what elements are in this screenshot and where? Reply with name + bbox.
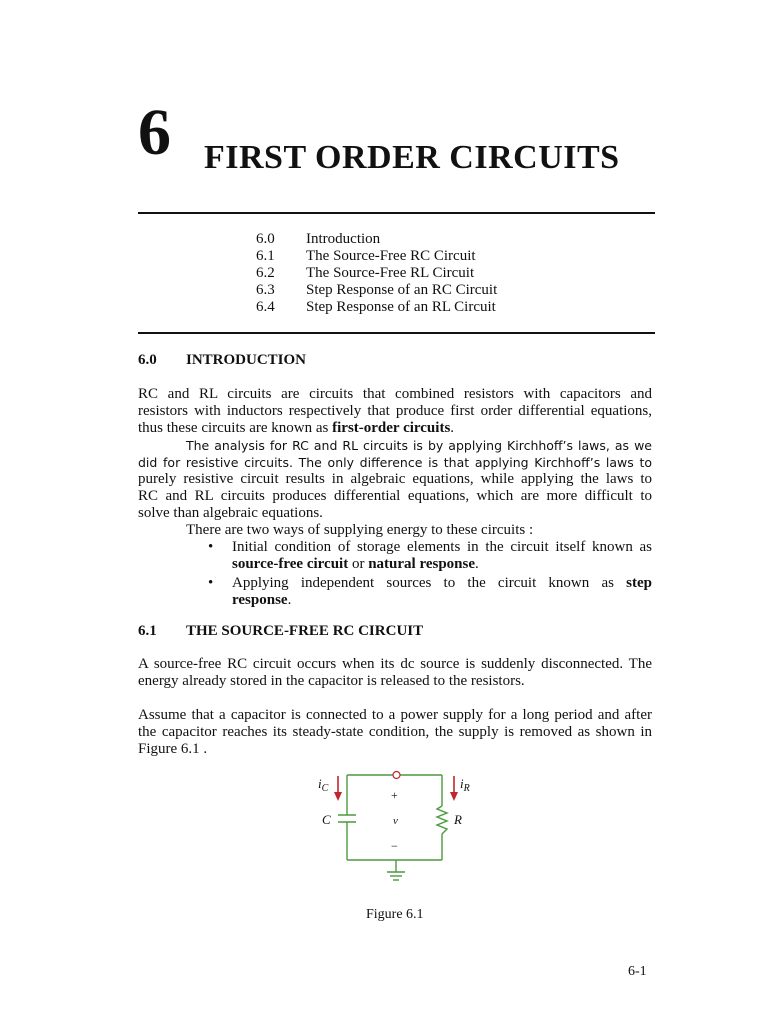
rc-paragraph-1 [138, 656, 652, 690]
toc-num: 6.1 [256, 248, 275, 264]
text-line: solve than algebraic equations. [138, 505, 323, 521]
toc-row [256, 231, 497, 248]
text-line: resistors with inductors respectively that produce first order differential equations, [138, 403, 652, 419]
bold-term: natural response [368, 556, 476, 572]
bold-term: response [232, 592, 288, 608]
chapter-title: FIRST ORDER CIRCUITS [204, 139, 620, 176]
text-line: Assume that a capacitor is connected to a power supply for a long period and after [138, 707, 652, 723]
text-span: thus these circuits are known as [138, 420, 333, 436]
text-line: RC and RL circuits produces differential equations, which are more difficult to [138, 488, 652, 504]
minus-sign: − [391, 839, 398, 853]
text-span: . [475, 556, 479, 572]
text-span: Applying independent sources to the circuit known as [232, 575, 627, 591]
text-span: . [450, 420, 455, 436]
top-rule [138, 212, 655, 214]
section-number: 6.0 [138, 352, 157, 368]
intro-paragraph-1 [138, 386, 652, 437]
toc-title: Step Response of an RL Circuit [306, 299, 496, 315]
capacitor-label: C [322, 812, 331, 827]
section-number: 6.1 [138, 623, 157, 639]
table-of-contents [256, 231, 497, 316]
page-number: 6-1 [628, 964, 647, 979]
voltage-label: v [393, 815, 398, 827]
toc-title: The Source-Free RC Circuit [306, 248, 476, 264]
text-span: or [348, 556, 369, 572]
toc-row [256, 299, 497, 316]
bottom-rule [138, 332, 655, 334]
section-heading-introduction [138, 352, 306, 369]
text-line: did for resistive circuits. The only difference is that applying Kirchhoff’s laws to [138, 455, 652, 470]
resistor-zigzag [437, 806, 447, 834]
toc-row [256, 248, 497, 265]
text-line: the capacitor reaches its steady-state condition, the supply is removed as shown in [138, 724, 652, 740]
figure-caption: Figure 6.1 [366, 907, 424, 922]
terminal-node-icon [393, 772, 400, 779]
intro-paragraph-3 [138, 522, 652, 539]
toc-num: 6.2 [256, 265, 275, 281]
toc-row [256, 265, 497, 282]
bullet-icon: • [208, 539, 214, 555]
text-line: There are two ways of supplying energy to these circuits : [186, 522, 534, 538]
rc-paragraph-2 [138, 707, 652, 758]
text-line: RC and RL circuits are circuits that combined resistors with capacitors and [138, 386, 652, 402]
toc-num: 6.4 [256, 299, 275, 315]
list-item [208, 539, 652, 573]
current-arrow-ic-icon [334, 792, 342, 801]
text-line: purely resistive circuit results in algebraic equations, while applying the laws to [138, 471, 652, 487]
text-line [138, 420, 652, 437]
toc-num: 6.0 [256, 231, 275, 247]
text-line: energy already stored in the capacitor is released to the resistors. [138, 673, 525, 689]
list-item [208, 575, 652, 609]
chapter-number: 6 [138, 96, 171, 169]
text-line: Figure 6.1 . [138, 741, 208, 757]
section-heading-source-free-rc [138, 623, 423, 640]
bullet-list [208, 539, 652, 611]
text-line [232, 575, 652, 592]
toc-title: The Source-Free RL Circuit [306, 265, 475, 281]
bullet-icon: • [208, 575, 214, 591]
intro-paragraph-2 [138, 437, 652, 522]
toc-title: Step Response of an RC Circuit [306, 282, 498, 298]
resistor-label: R [454, 812, 462, 827]
text-line: The analysis for RC and RL circuits is by applying Kirchhoff’s laws, as we [186, 438, 652, 453]
text-line: Initial condition of storage elements in the circuit itself known as [232, 539, 652, 555]
bold-term: source-free circuit [232, 556, 349, 572]
text-line: A source-free RC circuit occurs when its dc source is suddenly disconnected. The [138, 656, 652, 672]
section-title: INTRODUCTION [186, 352, 307, 368]
current-arrow-ir-icon [450, 792, 458, 801]
toc-num: 6.3 [256, 282, 275, 298]
plus-sign: + [391, 788, 398, 802]
ic-label: $i_C$ [318, 776, 329, 794]
toc-title: Introduction [306, 231, 381, 247]
toc-row [256, 282, 497, 299]
bold-term: first-order circuits [332, 420, 451, 436]
bold-term: step [626, 575, 652, 591]
text-line [232, 592, 652, 609]
text-line [232, 556, 652, 573]
ir-label: $i_R$ [460, 776, 470, 794]
rc-circuit-figure [310, 768, 490, 893]
text-span: . [287, 592, 292, 608]
section-title: THE SOURCE-FREE RC CIRCUIT [186, 623, 424, 639]
